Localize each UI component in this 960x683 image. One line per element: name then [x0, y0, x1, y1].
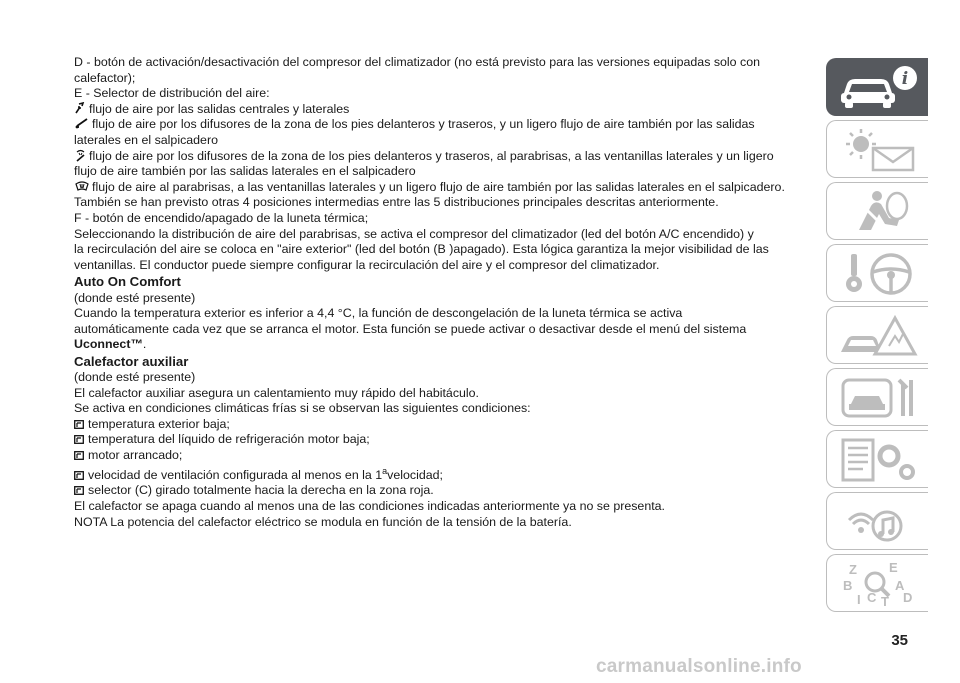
- tab-safety[interactable]: [826, 182, 928, 240]
- index-letter: C: [867, 590, 877, 605]
- text-line: flujo de aire por los difusores de la zona de los pies delanteros y traseros, al parabrisas, a las ventanillas laterales y un ligero: [74, 149, 822, 165]
- tab-starting-driving[interactable]: [826, 244, 928, 302]
- emergency-icon: [837, 312, 921, 360]
- safety-icon: [837, 188, 921, 236]
- text-line: flujo de aire por los difusores de la zona de los pies delanteros y traseros, y un ligero flujo de aire también por las salidas: [74, 117, 822, 133]
- tab-emergency[interactable]: [826, 306, 928, 364]
- maintenance-icon: [837, 374, 921, 422]
- checkbox-bullet-icon: [74, 451, 84, 460]
- text-line: También se han previsto otras 4 posiciones intermedias entre las 5 distribuciones principales descritas anteriormente.: [74, 195, 719, 210]
- index-letter: Z: [849, 562, 857, 577]
- car-info-icon: [837, 64, 921, 112]
- index-letter: I: [857, 592, 861, 607]
- index-letter: B: [843, 578, 853, 593]
- starting-driving-icon: [837, 250, 921, 298]
- checkbox-bullet-icon: [74, 435, 84, 444]
- airflow-defrost-feet-icon: [74, 149, 87, 162]
- text-line: Cuando la temperatura exterior es inferior a 4,4 °C, la función de descongelación de la luneta térmica se activa: [74, 306, 683, 321]
- text-line: la recirculación del aire se coloca en "aire exterior" (led del botón (B )apagado). Esta lógica garantiza la mejor visibilidad de las: [74, 242, 769, 257]
- tab-car-info[interactable]: [826, 58, 928, 116]
- list-item: velocidad de ventilación configurada al menos en la 1$^a$velocidad;: [74, 464, 822, 484]
- text-line: (donde esté presente): [74, 290, 196, 305]
- airflow-feet-icon: [74, 117, 90, 130]
- list-item: temperatura exterior baja;: [74, 417, 822, 433]
- list-item: motor arrancado;: [74, 448, 822, 464]
- technical-data-icon: [837, 436, 921, 484]
- text-line: D - botón de activación/desactivación del compresor del climatizador (no está previsto para las versiones equipadas solo con: [74, 55, 760, 69]
- text-line: flujo de aire también por las salidas laterales en el salpicadero: [74, 164, 416, 179]
- text-line: ventanillas. El conductor puede siempre configurar la recirculación del aire y el compresor del climatizador.: [74, 257, 660, 272]
- index-icon: [837, 560, 921, 608]
- text-line: El calefactor auxiliar asegura un calentamiento muy rápido del habitáculo.: [74, 385, 479, 400]
- text-line: flujo de aire al parabrisas, a las ventanillas laterales y un ligero flujo de aire también por las salidas laterales en el salpicadero.: [74, 180, 822, 196]
- index-letter: D: [903, 590, 913, 605]
- checkbox-bullet-icon: [74, 420, 84, 429]
- index-letter: T: [881, 594, 889, 608]
- tab-multimedia[interactable]: [826, 492, 928, 550]
- windshield-defrost-icon: [74, 180, 90, 193]
- multimedia-icon: [837, 498, 921, 546]
- page-number: 35: [891, 632, 908, 649]
- checkbox-bullet-icon: [74, 486, 84, 495]
- text-line: E - Selector de distribución del aire:: [74, 86, 270, 101]
- tab-index[interactable]: [826, 554, 928, 612]
- chapter-tabs: [826, 58, 928, 611]
- watermark: carmanualsonline.info: [596, 656, 802, 677]
- document-body: [74, 55, 822, 530]
- text-line: El calefactor se apaga cuando al menos una de las condiciones indicadas anteriormente ya no se presenta.: [74, 498, 665, 513]
- index-letter: E: [889, 560, 898, 575]
- airflow-central-icon: [74, 102, 87, 115]
- text-line: calefactor);: [74, 70, 136, 85]
- svg-text:i: i: [901, 69, 909, 89]
- list-item: selector (C) girado totalmente hacia la derecha en la zona roja.: [74, 483, 822, 499]
- text-line: automáticamente cada vez que se arranca el motor. Esta función se puede activar o desactivar desde el menú del sistema: [74, 321, 747, 336]
- text-line: Seleccionando la distribución de aire del parabrisas, se activa el compresor del climatizador (led del botón A/C encendido) y: [74, 226, 754, 241]
- text-line: NOTA La potencia del calefactor eléctrico se modula en función de la tensión de la batería.: [74, 514, 572, 529]
- list-item: temperatura del líquido de refrigeración motor baja;: [74, 432, 822, 448]
- index-letter: A: [895, 578, 905, 593]
- text-line: Se activa en condiciones climáticas frías si se observan las siguientes condiciones:: [74, 401, 531, 416]
- tab-warning-lights[interactable]: [826, 120, 928, 178]
- checkbox-bullet-icon: [74, 471, 84, 480]
- section-heading: Calefactor auxiliar: [74, 353, 189, 369]
- text-line: flujo de aire por las salidas centrales y laterales: [74, 102, 822, 118]
- warning-lights-icon: [837, 126, 921, 174]
- tab-maintenance[interactable]: [826, 368, 928, 426]
- text-line: (donde esté presente): [74, 370, 196, 385]
- tab-technical-data[interactable]: [826, 430, 928, 488]
- text-line: F - botón de encendido/apagado de la luneta térmica;: [74, 210, 369, 225]
- text-line: Uconnect™.: [74, 337, 147, 352]
- text-line: laterales en el salpicadero: [74, 132, 218, 147]
- section-heading: Auto On Comfort: [74, 274, 181, 290]
